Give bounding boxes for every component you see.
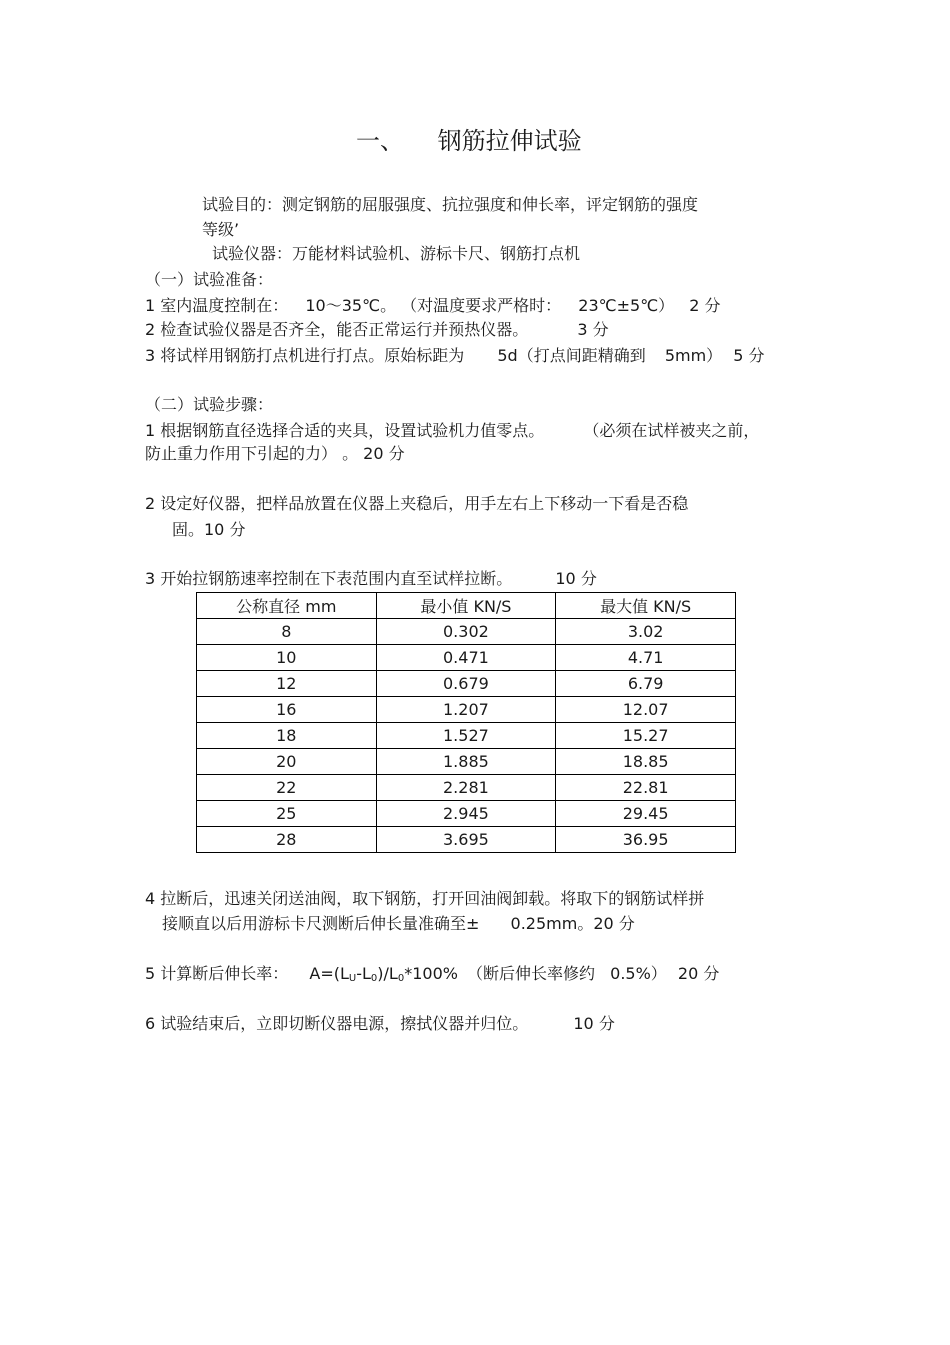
prep-item-1-score: 2 分: [689, 296, 721, 315]
step-2-line1: 2 设定好仪器，把样品放置在仪器上夹稳后，用手左右上下移动一下看是否稳: [145, 494, 689, 513]
prep-item-3-text: 3 将试样用钢筋打点机进行打点。原始标距为: [145, 346, 465, 365]
table-header-cell: 最小值 KN/S: [376, 593, 556, 619]
table-row: [197, 749, 736, 775]
step-5-label: 5 计算断后伸长率：: [145, 964, 289, 983]
prep-item-3-gauge: 5d（打点间距精确到: [497, 346, 646, 365]
table-cell: 1.527: [376, 723, 556, 749]
table-cell: 28: [197, 827, 377, 853]
prep-item-1-temp: 23℃±5℃）: [578, 296, 675, 315]
step-5-formula: [309, 964, 458, 983]
table-cell: 18: [197, 723, 377, 749]
table-header-row: [197, 593, 736, 619]
prep-item-1-range: 10～35℃。: [305, 296, 397, 315]
table-row: [197, 801, 736, 827]
table-cell: 3.02: [556, 619, 736, 645]
table-cell: 4.71: [556, 645, 736, 671]
formula-part: )/L: [377, 964, 398, 983]
prep-item-2-text: 2 检查试验仪器是否齐全，能否正常运行并预热仪器。: [145, 320, 529, 339]
table-cell: 18.85: [556, 749, 736, 775]
table-cell: 12.07: [556, 697, 736, 723]
step-3-text: 3 开始拉钢筋速率控制在下表范围内直至试样拉断。: [145, 569, 513, 588]
table-cell: 15.27: [556, 723, 736, 749]
step-4-text: 接顺直以后用游标卡尺测断后伸长量准确至±: [162, 914, 480, 933]
steps-heading: （二）试验步骤：: [145, 395, 274, 414]
speed-table: [196, 592, 736, 853]
prep-item-2-score: 3 分: [577, 320, 609, 339]
formula-part: -L: [356, 964, 371, 983]
table-cell: 12: [197, 671, 377, 697]
table-cell: 0.471: [376, 645, 556, 671]
prep-item-1-text: 1 室内温度控制在：: [145, 296, 289, 315]
prep-item-3-score: 5 分: [733, 346, 765, 365]
formula-part: A=(L: [309, 964, 349, 983]
table-header-cell: 公称直径 mm: [197, 593, 377, 619]
step-5-note: （断后伸长率修约: [467, 964, 596, 983]
step-5-precision: 0.5%）: [610, 964, 667, 983]
table-cell: 10: [197, 645, 377, 671]
table-cell: 0.679: [376, 671, 556, 697]
table-cell: 0.302: [376, 619, 556, 645]
table-cell: 25: [197, 801, 377, 827]
table-row: [197, 671, 736, 697]
step-3: [145, 569, 597, 589]
instruments: 试验仪器：万能材料试验机、游标卡尺、钢筋打点机: [212, 244, 581, 263]
step-2-line2: 固。10 分: [172, 520, 246, 539]
formula-part: *100%: [404, 964, 458, 983]
table-cell: 2.945: [376, 801, 556, 827]
table-cell: 16: [197, 697, 377, 723]
title-number: 一、: [356, 127, 404, 155]
table-header-cell: 最大值 KN/S: [556, 593, 736, 619]
table-cell: 22.81: [556, 775, 736, 801]
step-6-text: 6 试验结束后，立即切断仪器电源，擦拭仪器并归位。: [145, 1014, 529, 1033]
step-6-score: 10 分: [573, 1014, 615, 1033]
page-title: [356, 126, 582, 156]
table-row: [197, 645, 736, 671]
formula-subscript: U: [348, 973, 357, 984]
table-cell: 1.885: [376, 749, 556, 775]
table-cell: 6.79: [556, 671, 736, 697]
step-1-line2: 防止重力作用下引起的力） 。 20 分: [145, 444, 405, 463]
formula-subscript: 0: [370, 973, 378, 984]
step-4-precision: 0.25mm。20 分: [510, 914, 635, 933]
table-row: [197, 775, 736, 801]
table-cell: 22: [197, 775, 377, 801]
table-cell: 8: [197, 619, 377, 645]
step-4-line2: [162, 914, 635, 934]
table-row: [197, 619, 736, 645]
prep-item-1: [145, 296, 721, 316]
step-1-note: （必须在试样被夹之前，: [583, 421, 760, 440]
prep-item-2: [145, 320, 609, 340]
table-cell: 29.45: [556, 801, 736, 827]
prep-heading: （一）试验准备：: [145, 270, 274, 289]
table-row: [197, 723, 736, 749]
table-cell: 2.281: [376, 775, 556, 801]
table-row: [197, 827, 736, 853]
table-cell: 3.695: [376, 827, 556, 853]
step-1-text: 1 根据钢筋直径选择合适的夹具，设置试验机力值零点。: [145, 421, 545, 440]
step-6: [145, 1014, 615, 1034]
step-3-score: 10 分: [555, 569, 597, 588]
table-cell: 20: [197, 749, 377, 775]
table-cell: 36.95: [556, 827, 736, 853]
formula-subscript: 0: [397, 973, 405, 984]
step-4-line1: 4 拉断后，迅速关闭送油阀，取下钢筋，打开回油阀卸载。将取下的钢筋试样拼: [145, 889, 705, 908]
step-5-score: 20 分: [677, 964, 720, 983]
table-cell: 1.207: [376, 697, 556, 723]
purpose-line2: 等级’: [202, 220, 240, 239]
step-5: [145, 964, 719, 989]
prep-item-3-precision: 5mm）: [664, 346, 723, 365]
step-1-line1: [145, 421, 759, 441]
purpose-line1: 试验目的：测定钢筋的屈服强度、抗拉强度和伸长率，评定钢筋的强度: [202, 195, 699, 214]
prep-item-1-strict: （对温度要求严格时：: [401, 296, 562, 315]
table-row: [197, 697, 736, 723]
prep-item-3: [145, 346, 765, 366]
title-text: 钢筋拉伸试验: [437, 127, 582, 155]
